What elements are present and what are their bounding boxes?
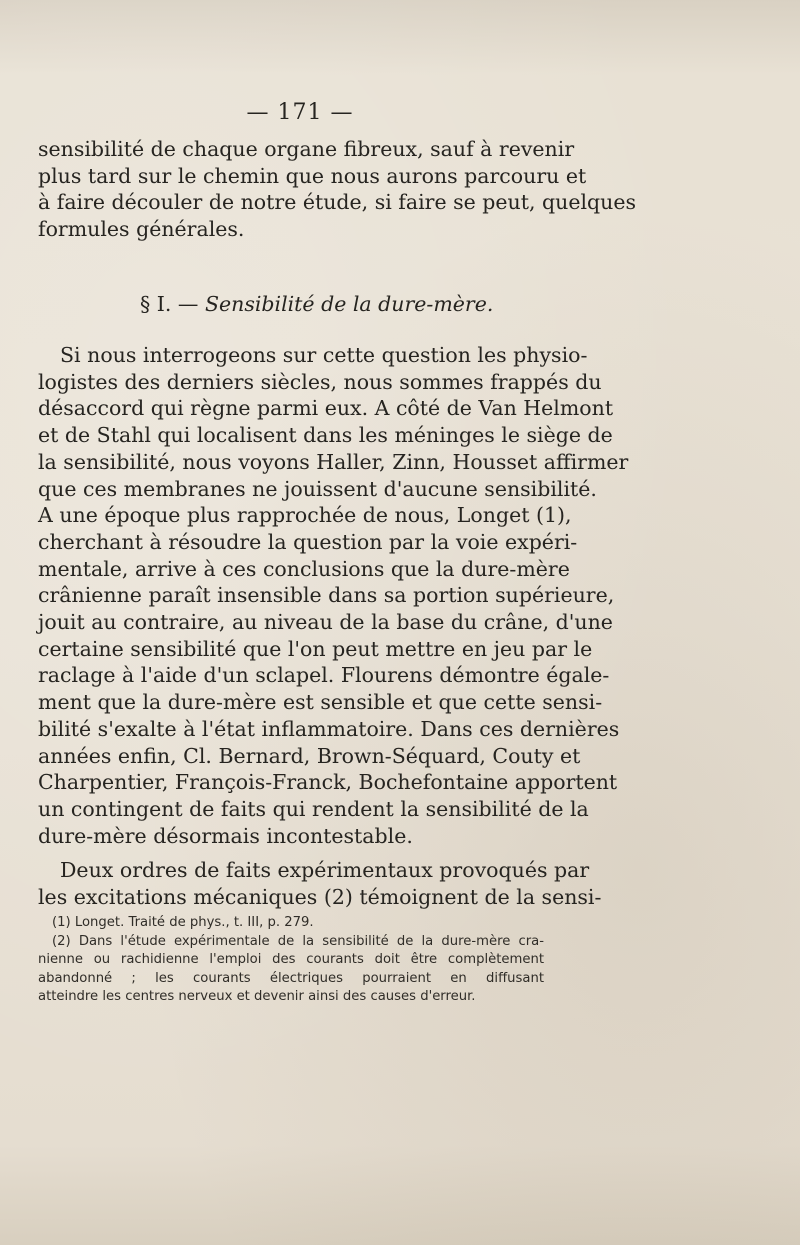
text-line: Charpentier, François-Franck, Bochefontaine apportent — [38, 770, 618, 795]
text-line: certaine sensibilité que l'on peut mettre en jeu par le — [38, 636, 593, 661]
intro-paragraph — [38, 136, 636, 243]
page-number: — 171 — — [246, 100, 354, 125]
text-line: raclage à l'aide d'un sclapel. Flourens démontre égale- — [38, 663, 610, 688]
text-line: cherchant à résoudre la question par la voie expéri- — [38, 529, 578, 554]
footnote-2-continued: atteindre les centres nerveux et devenir ainsi des causes d'erreur. — [38, 989, 476, 1004]
section-title: Sensibilité de la dure-mère. — [204, 292, 494, 316]
text-line: les excitations mécaniques (2) témoignent de la sensi- — [38, 884, 602, 909]
footnote-1: (1) Longet. Traité de phys., t. III, p. 279. — [52, 915, 314, 930]
text-line: à faire découler de notre étude, si faire se peut, quelques — [38, 190, 636, 215]
section-heading — [140, 292, 493, 316]
footnote-2-continued: abandonné ; les courants électriques pourraient en diffusant — [38, 970, 544, 986]
text-line: que ces membranes ne jouissent d'aucune sensibilité. — [38, 476, 597, 501]
text-line: A une époque plus rapprochée de nous, Longet (1), — [38, 503, 572, 528]
text-line: formules générales. — [38, 217, 245, 242]
text-line: crânienne paraît insensible dans sa portion supérieure, — [38, 583, 615, 608]
text-line: la sensibilité, nous voyons Haller, Zinn, Housset affirmer — [38, 449, 629, 474]
text-line: dure-mère désormais incontestable. — [38, 823, 413, 848]
footnotes — [38, 914, 544, 1007]
paragraph-excitations — [38, 857, 602, 910]
text-line: plus tard sur le chemin que nous aurons parcouru et — [38, 163, 587, 188]
section-label: § I. — — [140, 292, 199, 316]
text-line: désaccord qui règne parmi eux. A côté de Van Helmont — [38, 396, 614, 421]
text-line: bilité s'exalte à l'état inflammatoire. Dans ces dernières — [38, 716, 620, 741]
text-line: Si nous interrogeons sur cette question les physio- — [60, 343, 588, 367]
text-line: et de Stahl qui localisent dans les méninges le siège de — [38, 423, 613, 448]
footnote-2: (2) Dans l'étude expérimentale de la sensibilité de la dure-mère cra- — [52, 933, 544, 949]
footnote-2-continued: nienne ou rachidienne l'emploi des courants doit être complètement — [38, 952, 544, 967]
text-line: sensibilité de chaque organe fibreux, sauf à revenir — [38, 137, 575, 161]
text-line: logistes des derniers siècles, nous sommes frappés du — [38, 369, 602, 394]
text-line: Deux ordres de faits expérimentaux provoqués par — [60, 858, 590, 882]
text-line: mentale, arrive à ces conclusions que la dure-mère — [38, 556, 570, 581]
text-line: un contingent de faits qui rendent la sensibilité de la — [38, 796, 589, 821]
text-line: jouit au contraire, au niveau de la base du crâne, d'une — [38, 610, 613, 635]
paragraph-dure-mere — [38, 342, 629, 849]
text-line: ment que la dure-mère est sensible et que cette sensi- — [38, 690, 603, 715]
text-line: années enfin, Cl. Bernard, Brown-Séquard, Couty et — [38, 743, 581, 768]
